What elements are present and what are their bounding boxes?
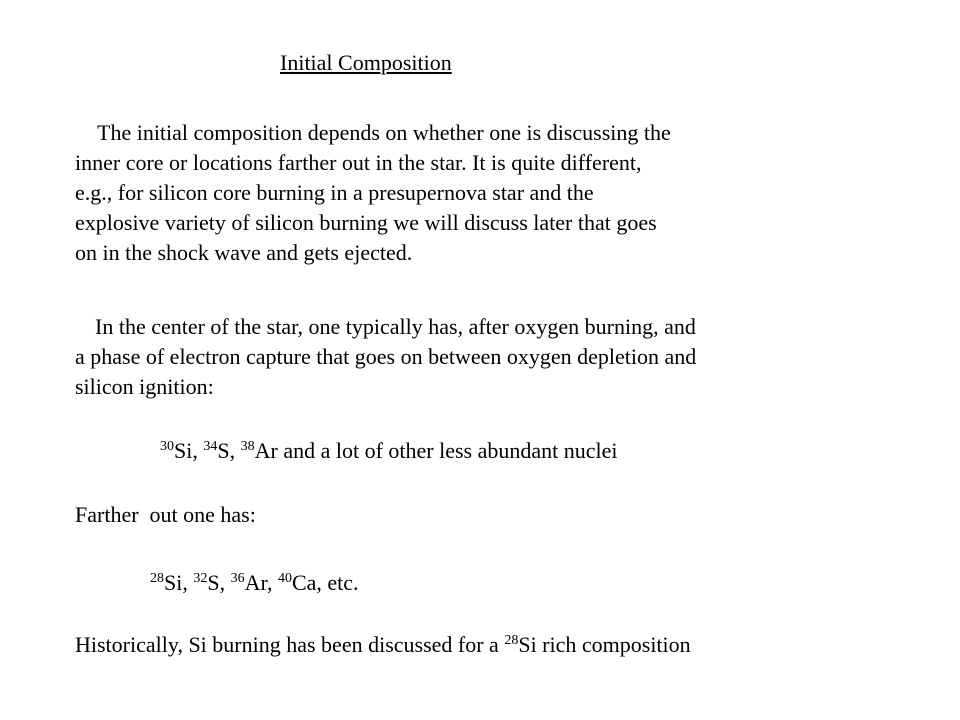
historical-statement — [75, 630, 691, 660]
isotope-symbol: Si — [174, 438, 193, 463]
isotope-list-trailing: and a lot of other less abundant nuclei — [277, 438, 618, 463]
paragraph-line: e.g., for silicon core burning in a presupernova star and the — [75, 180, 594, 205]
isotope-mass: 40 — [277, 571, 292, 586]
isotope-symbol: S — [217, 438, 230, 463]
isotope-mass: 36 — [230, 571, 245, 586]
paragraph-line: The initial composition depends on whether one is discussing the — [97, 120, 671, 145]
paragraph-line: inner core or locations farther out in the star. It is quite different, — [75, 150, 642, 175]
isotope-symbol: Si — [164, 570, 183, 595]
isotope-mass: 34 — [203, 439, 218, 454]
isotope-separator: , — [219, 570, 231, 595]
paragraph-center-of-star — [75, 312, 935, 402]
isotope-symbol: S — [207, 570, 220, 595]
isotope-separator: , — [192, 438, 204, 463]
isotope-list-trailing: , etc. — [316, 570, 359, 595]
paragraph-line: In the center of the star, one typically has, after oxygen burning, and — [95, 314, 696, 339]
outer-isotope-list — [150, 568, 359, 598]
isotope-mass: 28 — [504, 633, 519, 648]
isotope-separator: , — [182, 570, 194, 595]
paragraph-line: on in the shock wave and gets ejected. — [75, 240, 413, 265]
center-isotope-list — [160, 436, 618, 466]
paragraph-line: a phase of electron capture that goes on between oxygen depletion and — [75, 344, 697, 369]
paragraph-initial-composition — [75, 118, 935, 268]
isotope-separator: , — [266, 570, 278, 595]
isotope-mass: 32 — [193, 571, 208, 586]
isotope-symbol: Ar — [244, 570, 267, 595]
isotope-symbol: Ca — [291, 570, 317, 595]
isotope-mass: 30 — [160, 439, 174, 454]
isotope-symbol: Ar — [254, 438, 278, 463]
isotope-mass: 38 — [240, 439, 255, 454]
paragraph-line: silicon ignition: — [75, 374, 214, 399]
isotope-mass: 28 — [150, 571, 164, 586]
slide-title: Initial Composition — [280, 50, 452, 75]
paragraph-line: explosive variety of silicon burning we will discuss later that goes — [75, 210, 657, 235]
isotope-separator: , — [229, 438, 241, 463]
historical-text-after: Si rich composition — [518, 632, 691, 657]
farther-out-label: Farther out one has: — [75, 502, 256, 527]
historical-text-before: Historically, Si burning has been discussed for a — [75, 632, 505, 657]
